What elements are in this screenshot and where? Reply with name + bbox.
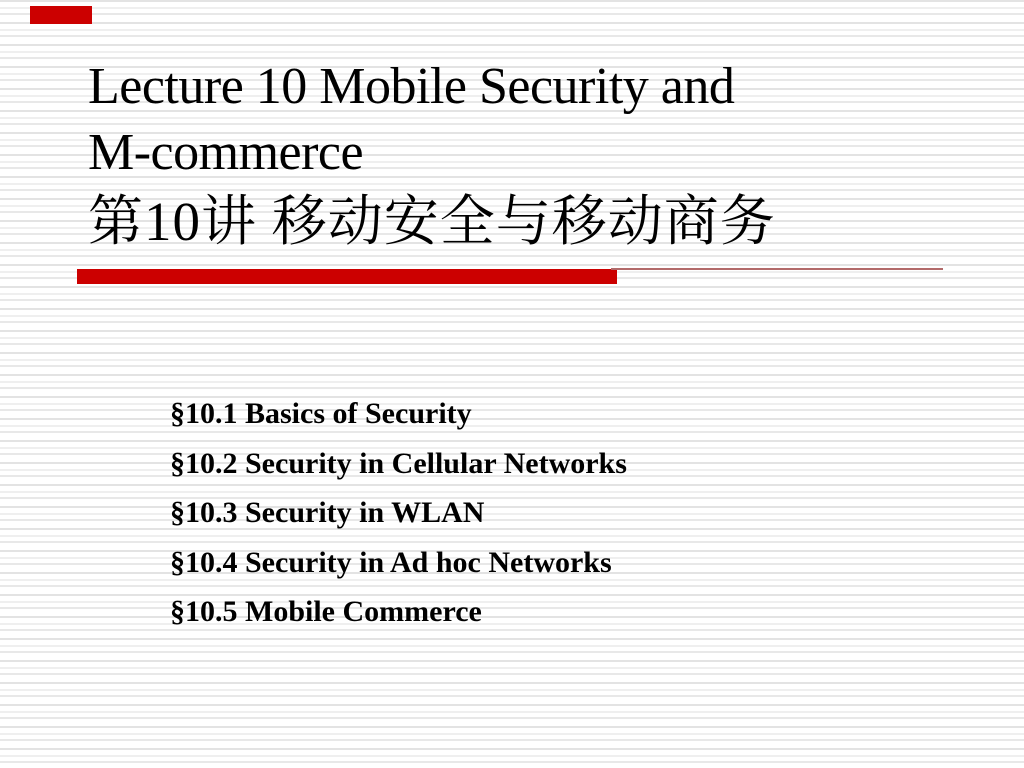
thin-divider-rule <box>611 268 943 270</box>
table-of-contents <box>170 389 870 637</box>
title-line-2: M-commerce <box>88 124 364 181</box>
slide-title <box>88 54 988 258</box>
title-line-chinese: 第10讲 移动安全与移动商务 <box>88 191 776 252</box>
toc-item: §10.2 Security in Cellular Networks <box>170 446 627 480</box>
toc-item: §10.5 Mobile Commerce <box>170 595 482 628</box>
toc-item: §10.4 Security in Ad hoc Networks <box>170 545 612 579</box>
toc-item: §10.1 Basics of Security <box>170 397 472 430</box>
red-corner-accent <box>30 6 92 24</box>
title-line-1: Lecture 10 Mobile Security and <box>88 58 735 115</box>
toc-item: §10.3 Security in WLAN <box>170 496 485 529</box>
red-divider-bar <box>77 269 617 284</box>
